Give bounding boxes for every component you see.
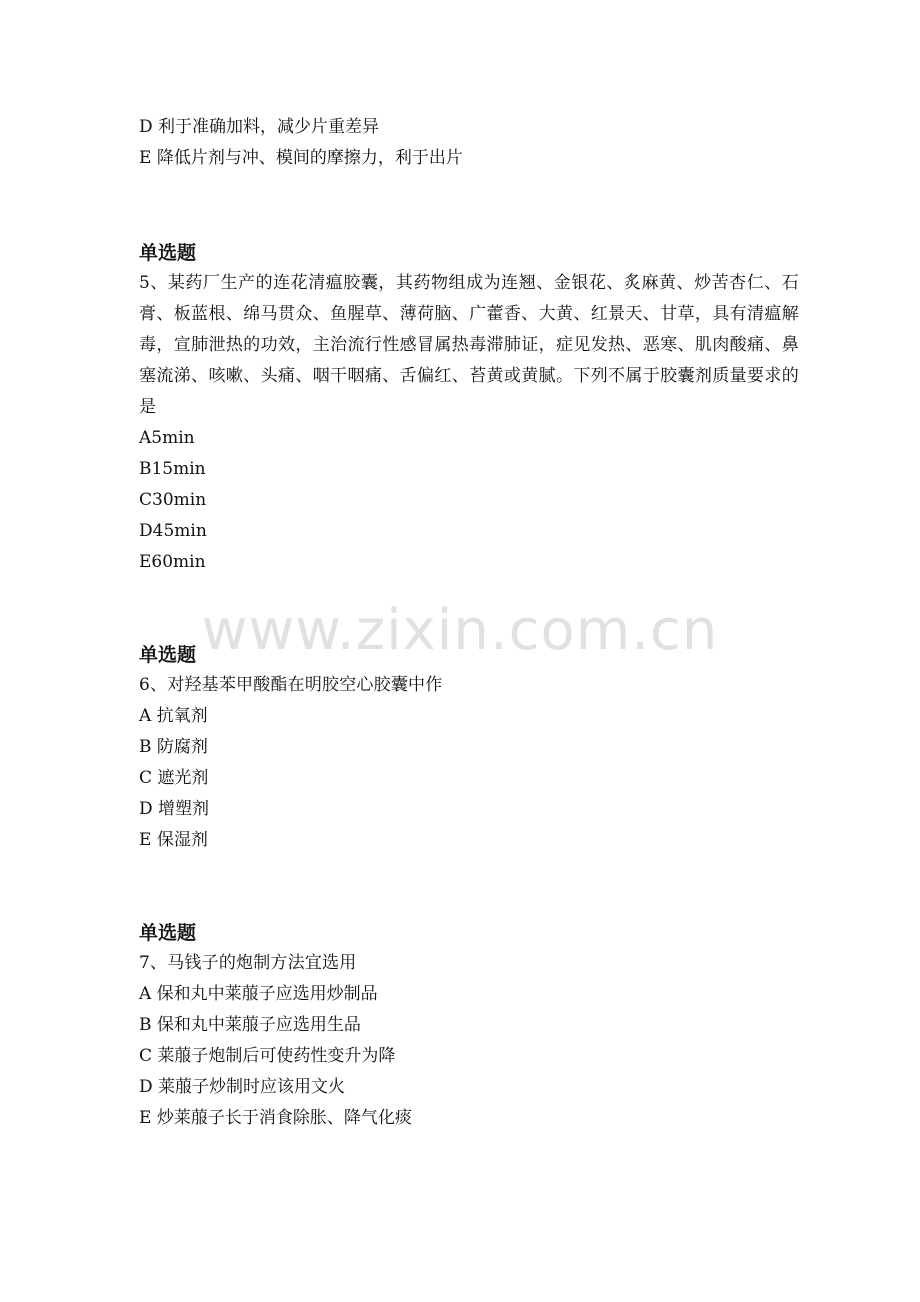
option-line: D 增塑剂 — [139, 799, 210, 819]
option-line: A 抗氧剂 — [139, 706, 208, 726]
document-page — [139, 112, 799, 1134]
question-stem: 6、对羟基苯甲酸酯在明胶空心胶囊中作 — [139, 675, 443, 695]
option-line: A 保和丸中莱菔子应选用炒制品 — [139, 984, 378, 1004]
option-line: D45min — [139, 521, 207, 541]
question-type-heading: 单选题 — [139, 644, 197, 666]
option-line: C 莱菔子炮制后可使药性变升为降 — [139, 1046, 396, 1066]
option-line: B 防腐剂 — [139, 737, 208, 757]
option-line: D 莱菔子炒制时应该用文火 — [139, 1077, 346, 1097]
question-type-heading: 单选题 — [139, 922, 197, 944]
option-line: C 遮光剂 — [139, 768, 209, 788]
option-line: A5min — [139, 428, 195, 448]
option-line: B15min — [139, 459, 206, 479]
option-line: D 利于准确加料，减少片重差异 — [139, 117, 380, 137]
option-line: C30min — [139, 490, 207, 510]
question-stem: 5、某药厂生产的连花清瘟胶囊，其药物组成为连翘、金银花、炙麻黄、炒苦杏仁、石膏、板蓝根、绵马贯众、鱼腥草、薄荷脑、广藿香、大黄、红景天、甘草，具有清瘟解毒，宣肺泄热的功效，主治流行性感冒属热毒滞肺证，症见发热、恶寒、肌肉酸痛、鼻塞流涕、咳嗽、头痛、咽干咽痛、舌偏红、苔黄或黄腻。下列不属于胶囊剂质量要求的是 — [139, 273, 799, 417]
watermark: www.zixin.com.cn — [201, 598, 719, 663]
option-line: E60min — [139, 552, 206, 572]
option-line: E 保湿剂 — [139, 830, 208, 850]
option-line: B 保和丸中莱菔子应选用生品 — [139, 1015, 361, 1035]
question-stem: 7、马钱子的炮制方法宜选用 — [139, 953, 357, 973]
option-line: E 降低片剂与冲、模间的摩擦力，利于出片 — [139, 148, 463, 168]
question-type-heading: 单选题 — [139, 242, 197, 264]
option-line: E 炒莱菔子长于消食除胀、降气化痰 — [139, 1108, 412, 1128]
